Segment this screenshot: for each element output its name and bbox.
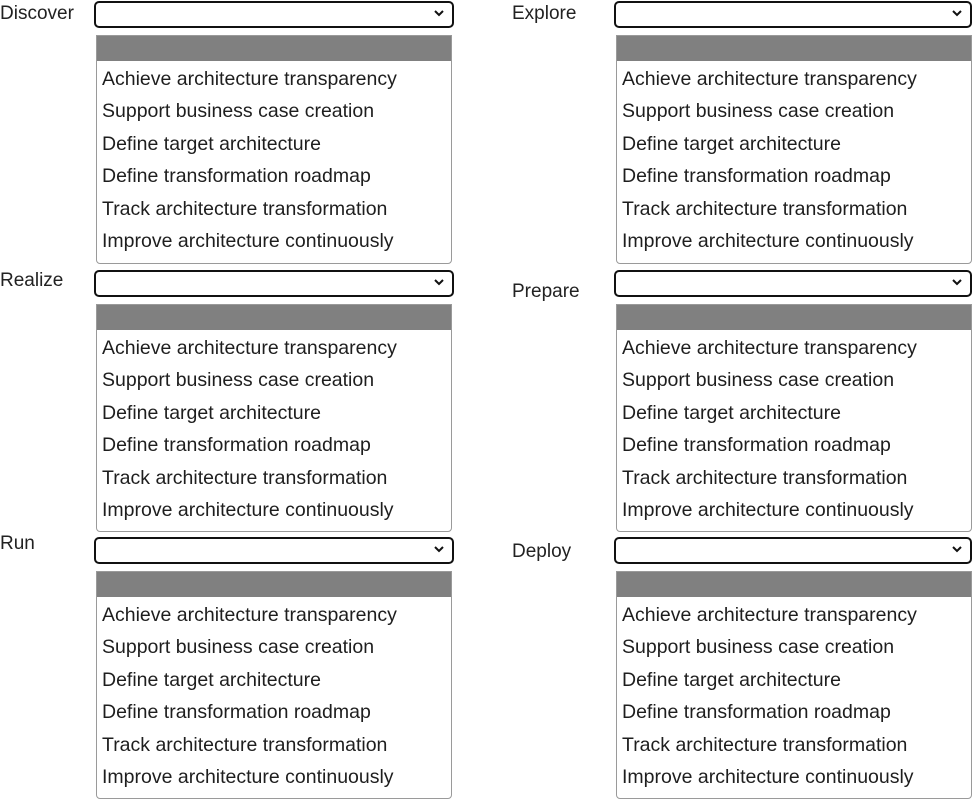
prepare-option[interactable]: Improve architecture continuously (622, 498, 914, 521)
explore-option[interactable]: Achieve architecture transparency (622, 68, 917, 90)
chevron-down-icon (433, 276, 445, 288)
run-option[interactable]: Define transformation roadmap (102, 701, 371, 724)
prepare-label: Prepare (512, 281, 580, 302)
chevron-down-icon (433, 543, 445, 555)
explore-label: Explore (512, 3, 577, 24)
discover-option[interactable]: Define target architecture (102, 132, 321, 155)
explore-option[interactable]: Track architecture transformation (622, 197, 908, 220)
deploy-highlighted-option[interactable] (617, 572, 971, 597)
deploy-option[interactable]: Improve architecture continuously (622, 765, 914, 788)
run-option[interactable]: Improve architecture continuously (102, 765, 394, 788)
realize-highlighted-option[interactable] (97, 305, 451, 330)
run-option[interactable]: Support business case creation (102, 636, 375, 659)
realize-label: Realize (0, 270, 64, 291)
deploy-option[interactable]: Define target architecture (622, 668, 841, 691)
prepare-option[interactable]: Track architecture transformation (622, 466, 908, 489)
realize-option[interactable]: Define transformation roadmap (102, 434, 371, 457)
discover-option[interactable]: Support business case creation (102, 100, 375, 123)
discover-label: Discover (0, 3, 74, 24)
explore-option[interactable]: Define target architecture (622, 132, 841, 155)
explore-dropdown-list (616, 35, 972, 264)
prepare-option[interactable]: Achieve architecture transparency (622, 337, 917, 359)
realize-select[interactable] (94, 270, 454, 297)
run-label: Run (0, 533, 35, 554)
run-dropdown-list (96, 571, 452, 799)
run-select[interactable] (94, 537, 454, 564)
realize-option[interactable]: Support business case creation (102, 369, 375, 392)
deploy-option[interactable]: Support business case creation (622, 636, 895, 659)
explore-option[interactable]: Support business case creation (622, 100, 895, 123)
prepare-select[interactable] (614, 270, 972, 297)
run-highlighted-option[interactable] (97, 572, 451, 597)
discover-option[interactable]: Define transformation roadmap (102, 165, 371, 188)
prepare-option[interactable]: Support business case creation (622, 369, 895, 392)
chevron-down-icon (433, 7, 445, 19)
deploy-select[interactable] (614, 537, 972, 564)
realize-option[interactable]: Define target architecture (102, 401, 321, 424)
realize-option[interactable]: Improve architecture continuously (102, 498, 394, 521)
explore-option[interactable]: Improve architecture continuously (622, 229, 914, 252)
prepare-dropdown-list (616, 304, 972, 532)
deploy-option[interactable]: Track architecture transformation (622, 733, 908, 756)
run-option[interactable]: Track architecture transformation (102, 733, 388, 756)
realize-option[interactable]: Track architecture transformation (102, 466, 388, 489)
run-option[interactable]: Define target architecture (102, 668, 321, 691)
deploy-option[interactable]: Achieve architecture transparency (622, 604, 917, 626)
prepare-option[interactable]: Define transformation roadmap (622, 434, 891, 457)
realize-dropdown-list (96, 304, 452, 532)
explore-select[interactable] (614, 1, 972, 28)
deploy-dropdown-list (616, 571, 972, 799)
discover-option[interactable]: Track architecture transformation (102, 197, 388, 220)
deploy-label: Deploy (512, 541, 572, 562)
discover-option[interactable]: Achieve architecture transparency (102, 68, 397, 90)
chevron-down-icon (951, 543, 963, 555)
prepare-highlighted-option[interactable] (617, 305, 971, 330)
deploy-option[interactable]: Define transformation roadmap (622, 701, 891, 724)
discover-dropdown-list (96, 35, 452, 264)
discover-highlighted-option[interactable] (97, 36, 451, 61)
discover-option[interactable]: Improve architecture continuously (102, 229, 394, 252)
realize-option[interactable]: Achieve architecture transparency (102, 337, 397, 359)
discover-select[interactable] (94, 1, 454, 28)
explore-option[interactable]: Define transformation roadmap (622, 165, 891, 188)
chevron-down-icon (951, 7, 963, 19)
explore-highlighted-option[interactable] (617, 36, 971, 61)
prepare-option[interactable]: Define target architecture (622, 401, 841, 424)
run-option[interactable]: Achieve architecture transparency (102, 604, 397, 626)
chevron-down-icon (951, 276, 963, 288)
